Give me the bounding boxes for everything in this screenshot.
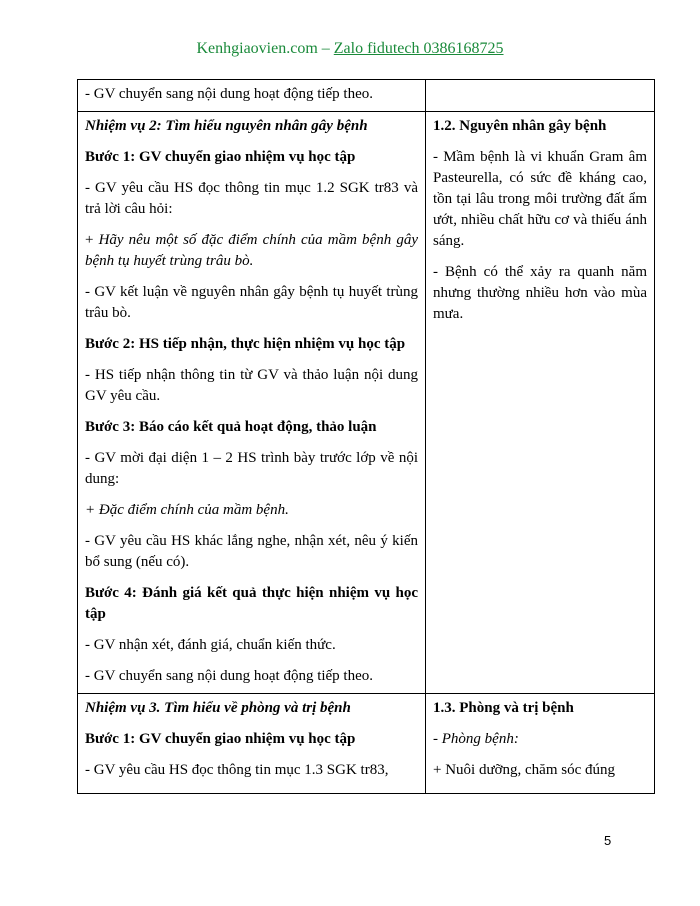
task2-p4: - HS tiếp nhận thông tin từ GV và thảo luận nội dung GV yêu cầu. [85,367,418,404]
prevention-p2: + Nuôi dưỡng, chăm sóc đúng [433,762,615,778]
prevention-p1: - Phòng bệnh: [433,731,519,747]
cause-cell [426,112,655,694]
task2-p1: - GV yêu cầu HS đọc thông tin mục 1.2 SGK tr83 và trả lời câu hỏi: [85,180,418,217]
task2-step4: Bước 4: Đánh giá kết quả thực hiện nhiệm vụ học tập [85,585,418,622]
task2-p7: - GV yêu cầu HS khác lắng nghe, nhận xét, nêu ý kiến bổ sung (nếu có). [85,533,418,570]
task2-title: Nhiệm vụ 2: Tìm hiểu nguyên nhân gây bệnh [85,118,368,134]
prevention-title: 1.3. Phòng và trị bệnh [433,700,574,716]
cause-title: 1.2. Nguyên nhân gây bệnh [433,118,607,134]
task3-cell [78,694,426,794]
task2-step1: Bước 1: GV chuyển giao nhiệm vụ học tập [85,149,356,165]
task2-step3: Bước 3: Báo cáo kết quả hoạt động, thảo luận [85,419,377,435]
table-row [78,694,655,794]
row1-right-cell [426,80,655,112]
task2-p5: - GV mời đại diện 1 – 2 HS trình bày trước lớp về nội dung: [85,450,418,487]
task3-step1: Bước 1: GV chuyển giao nhiệm vụ học tập [85,731,356,747]
header-separator: – [317,40,334,57]
page-header [0,40,700,58]
task2-p3: - GV kết luận về nguyên nhân gây bệnh tụ huyết trùng trâu bò. [85,284,418,321]
task2-p2 [85,230,418,272]
cause-p2: - Bệnh có thể xảy ra quanh năm nhưng thường nhiều hơn vào mùa mưa. [433,264,647,322]
task3-p1: - GV yêu cầu HS đọc thông tin mục 1.3 SGK tr83, [85,762,389,778]
task2-step2: Bước 2: HS tiếp nhận, thực hiện nhiệm vụ học tập [85,336,406,352]
table-row [78,112,655,694]
task2-p8: - GV nhận xét, đánh giá, chuẩn kiến thức. [85,637,336,653]
task3-content [85,698,418,787]
table-row [78,80,655,112]
task2-p6: + Đặc điểm chính của mầm bệnh. [85,502,289,518]
header-contact-link[interactable]: Zalo fidutech 0386168725 [333,40,504,57]
task2-p9: - GV chuyển sang nội dung hoạt động tiếp theo. [85,668,374,684]
prevention-cell [426,694,655,794]
cause-p1: - Mầm bệnh là vi khuẩn Gram âm Pasteurella, có sức đề kháng cao, tồn tại lâu trong môi trường đất ẩm ướt, nhiều chất hữu cơ và thiếu ánh sáng. [433,149,647,249]
prevention-content [433,698,647,787]
task2-cell [78,112,426,694]
header-site: Kenhgiaovien.com [196,40,318,57]
task2-p2-question: Hãy nêu một số đặc điểm chính của mầm bệnh gây bệnh tụ huyết trùng trâu bò. [85,232,418,269]
row1-text: - GV chuyển sang nội dung hoạt động tiếp theo. [85,86,374,102]
task2-p2-prefix: + [85,232,99,248]
lesson-table [77,79,655,794]
task3-title: Nhiệm vụ 3. Tìm hiểu về phòng và trị bệnh [85,700,351,716]
page-number: 5 [604,833,612,848]
row1-left-cell [78,80,426,112]
